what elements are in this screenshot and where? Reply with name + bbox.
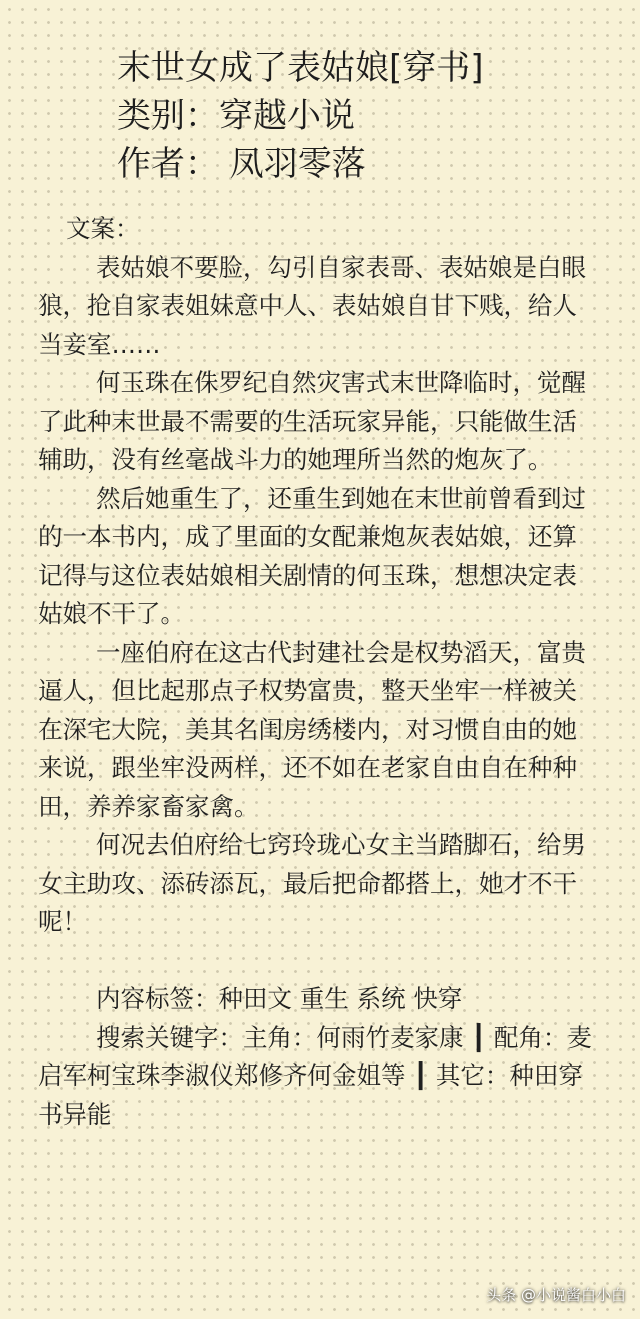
- book-title: 末世女成了表姑娘[穿书]: [117, 48, 484, 88]
- synopsis-paragraph: 表姑娘不要脸，勾引自家表哥、表姑娘是白眼狼，抢自家表姐妹意中人、表姑娘自甘下贱，给人当妾室……: [38, 252, 586, 359]
- book-header: [117, 44, 484, 188]
- synopsis-section: [38, 210, 598, 1134]
- synopsis-paragraph: 何况去伯府给七窍玲珑心女主当踏脚石，给男女主助攻、添砖添瓦，最后把命都搭上，她才不干呢！: [38, 830, 586, 936]
- watermark: 头条 @小说酱白小白: [486, 1286, 626, 1304]
- book-category: 类别：穿越小说: [117, 96, 355, 136]
- synopsis-paragraph: 然后她重生了，还重生到她在末世前曾看到过的一本书内，成了里面的女配兼炮灰表姑娘，还算记得与这位表姑娘相关剧情的何玉珠，想想决定表姑娘不干了。: [38, 483, 586, 628]
- section-spacer: [38, 942, 598, 981]
- synopsis-label: 文案：: [66, 214, 140, 243]
- content-tags: 内容标签：种田文 重生 系统 快穿: [96, 984, 463, 1013]
- synopsis-paragraph: 何玉珠在侏罗纪自然灾害式末世降临时，觉醒了此种末世最不需要的生活玩家异能，只能做生活辅助，没有丝毫战斗力的她理所当然的炮灰了。: [38, 368, 586, 474]
- book-author: 作者： 凤羽零落: [117, 144, 366, 184]
- search-keywords: 搜索关键字：主角：何雨竹麦家康 ┃ 配角：麦启军柯宝珠李淑仪郑修齐何金姐等 ┃ 其它：种田穿书异能: [38, 1022, 592, 1129]
- synopsis-paragraph: 一座伯府在这古代封建社会是权势滔天，富贵逼人，但比起那点子权势富贵，整天坐牢一样被关在深宅大院，美其名闺房绣楼内，对习惯自由的她来说，跟坐牢没两样，还不如在老家自由自在种种田，养养家畜家禽。: [38, 637, 586, 821]
